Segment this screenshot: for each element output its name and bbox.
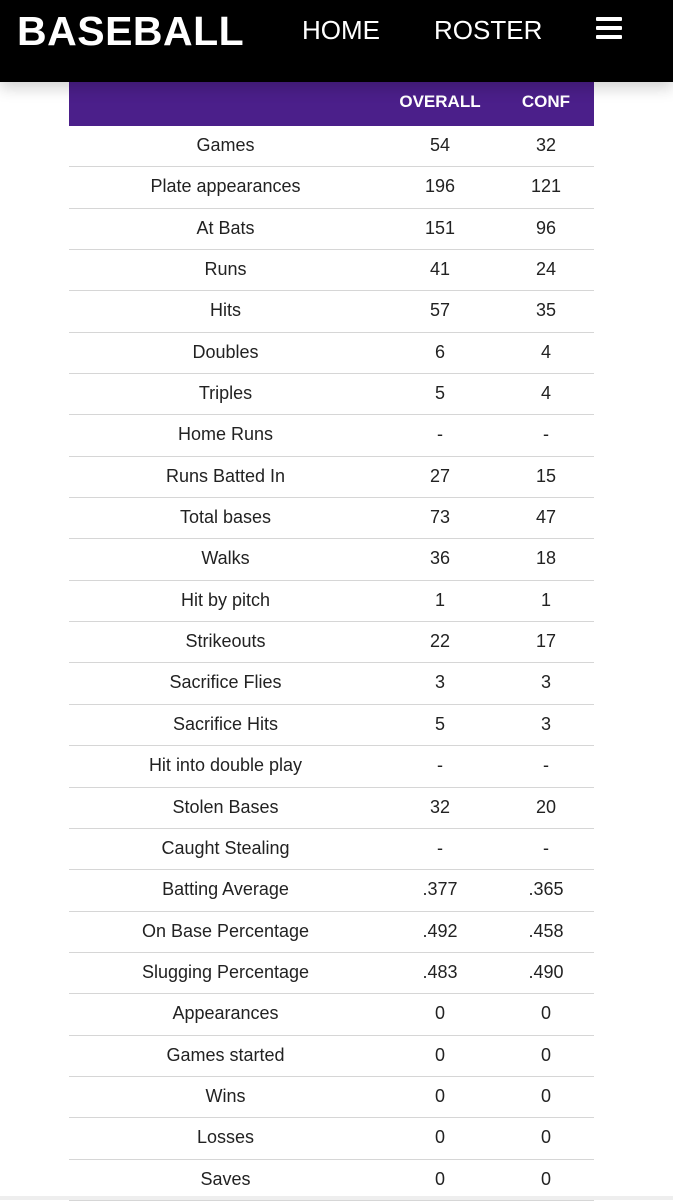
nav-home-link[interactable]: HOME bbox=[302, 15, 380, 45]
stat-overall-value: 41 bbox=[429, 259, 451, 280]
stat-conf-value: 0 bbox=[540, 1003, 551, 1024]
stat-overall-value: - bbox=[437, 755, 443, 776]
stats-table bbox=[69, 82, 594, 1201]
stat-overall-value: 54 bbox=[429, 135, 451, 155]
stat-conf-value: 0 bbox=[540, 1044, 551, 1065]
table-row bbox=[69, 581, 594, 622]
stat-overall-value: 1 bbox=[434, 589, 445, 610]
stat-overall-value: 3 bbox=[434, 672, 445, 693]
stat-conf-value: 3 bbox=[540, 672, 551, 693]
stat-label: Slugging Percentage bbox=[141, 961, 310, 982]
stat-conf-value: 18 bbox=[535, 548, 557, 569]
stat-overall-value: - bbox=[437, 424, 443, 445]
table-row bbox=[69, 209, 594, 250]
stat-conf-value: .365 bbox=[528, 879, 564, 900]
stat-conf-value: .490 bbox=[528, 961, 564, 982]
stat-conf-value: 20 bbox=[535, 796, 557, 817]
stat-label: Runs Batted In bbox=[165, 465, 286, 486]
stat-conf-value: 15 bbox=[535, 465, 557, 486]
stat-label: At Bats bbox=[196, 217, 255, 238]
stat-overall-value: .377 bbox=[422, 879, 458, 900]
menu-bar-line bbox=[596, 35, 622, 39]
stat-overall-value: 0 bbox=[434, 1044, 445, 1065]
stat-overall-value: 5 bbox=[434, 383, 445, 404]
site-brand[interactable]: BASEBALL bbox=[17, 8, 245, 54]
stat-overall-value: 151 bbox=[424, 217, 456, 238]
header-overall: OVERALL bbox=[399, 92, 481, 111]
stats-table-body bbox=[69, 126, 594, 1201]
table-row bbox=[69, 1118, 594, 1159]
table-row bbox=[69, 539, 594, 580]
stat-label: Doubles bbox=[192, 341, 259, 362]
stat-conf-value: 4 bbox=[540, 341, 551, 362]
stat-overall-value: 196 bbox=[424, 176, 456, 197]
stat-overall-value: 5 bbox=[434, 713, 445, 734]
stat-overall-value: 0 bbox=[434, 1003, 445, 1024]
stat-overall-value: 27 bbox=[429, 465, 451, 486]
stat-conf-value: 96 bbox=[535, 217, 557, 238]
stat-conf-value: 17 bbox=[535, 631, 557, 652]
table-row bbox=[69, 250, 594, 291]
table-row bbox=[69, 291, 594, 332]
stat-label: Runs bbox=[204, 259, 247, 280]
stat-overall-value: 22 bbox=[429, 631, 451, 652]
stat-conf-value: .458 bbox=[528, 920, 564, 941]
table-row bbox=[69, 912, 594, 953]
stat-conf-value: - bbox=[543, 837, 549, 858]
menu-bar-line bbox=[596, 26, 622, 30]
stat-label: Caught Stealing bbox=[161, 837, 290, 858]
stat-label: Triples bbox=[198, 383, 253, 404]
table-row bbox=[69, 126, 594, 167]
stat-label: Sacrifice Flies bbox=[169, 672, 282, 693]
stat-label: Saves bbox=[200, 1168, 251, 1189]
table-row bbox=[69, 333, 594, 374]
stat-conf-value: 35 bbox=[535, 300, 557, 321]
stat-conf-value: 1 bbox=[540, 589, 551, 610]
stat-overall-value: 0 bbox=[434, 1085, 445, 1106]
table-row bbox=[69, 167, 594, 208]
table-row bbox=[69, 663, 594, 704]
stat-conf-value: 121 bbox=[530, 176, 562, 197]
stat-label: Batting Average bbox=[162, 879, 289, 900]
stat-conf-value: 4 bbox=[540, 383, 551, 404]
top-navigation-bar bbox=[0, 0, 673, 82]
stat-overall-value: 0 bbox=[434, 1127, 445, 1148]
stat-label: Walks bbox=[201, 548, 250, 569]
stat-label: Plate appearances bbox=[150, 176, 301, 197]
stat-overall-value: - bbox=[437, 837, 443, 858]
stat-label: Games started bbox=[166, 1044, 285, 1065]
stat-overall-value: .492 bbox=[422, 920, 458, 941]
stat-conf-value: - bbox=[543, 755, 549, 776]
table-row bbox=[69, 829, 594, 870]
table-row bbox=[69, 953, 594, 994]
table-row bbox=[69, 415, 594, 456]
stat-label: Games bbox=[196, 135, 255, 155]
table-row bbox=[69, 374, 594, 415]
table-row bbox=[69, 1036, 594, 1077]
stat-overall-value: 73 bbox=[429, 507, 451, 528]
table-row bbox=[69, 622, 594, 663]
stat-label: Hit into double play bbox=[148, 755, 303, 776]
stat-label: Sacrifice Hits bbox=[172, 713, 279, 734]
hamburger-menu-icon[interactable] bbox=[596, 17, 622, 39]
table-row bbox=[69, 994, 594, 1035]
stat-conf-value: 0 bbox=[540, 1127, 551, 1148]
stat-label: Wins bbox=[205, 1085, 246, 1106]
table-row bbox=[69, 457, 594, 498]
stat-overall-value: 0 bbox=[434, 1168, 445, 1189]
stat-overall-value: 36 bbox=[429, 548, 451, 569]
stat-label: Appearances bbox=[172, 1003, 279, 1024]
stat-overall-value: 57 bbox=[429, 300, 451, 321]
table-row bbox=[69, 1160, 594, 1201]
stats-table-header bbox=[69, 82, 594, 126]
stat-conf-value: 3 bbox=[540, 713, 551, 734]
header-label-cell bbox=[69, 82, 382, 126]
page-bottom-edge bbox=[0, 1196, 673, 1200]
stat-conf-value: 0 bbox=[540, 1168, 551, 1189]
table-row bbox=[69, 498, 594, 539]
table-row bbox=[69, 788, 594, 829]
stat-overall-value: .483 bbox=[422, 961, 458, 982]
menu-bar-line bbox=[596, 17, 622, 21]
stat-conf-value: 0 bbox=[540, 1085, 551, 1106]
stat-label: Losses bbox=[196, 1127, 255, 1148]
stat-label: Hits bbox=[210, 300, 241, 321]
stat-overall-value: 6 bbox=[434, 341, 445, 362]
stat-label: Stolen Bases bbox=[172, 796, 279, 817]
stat-label: Strikeouts bbox=[185, 631, 266, 652]
stat-conf-value: 24 bbox=[535, 259, 557, 280]
stat-overall-value: 32 bbox=[429, 796, 451, 817]
table-row bbox=[69, 705, 594, 746]
stat-label: Hit by pitch bbox=[180, 589, 271, 610]
stat-label: Home Runs bbox=[177, 424, 274, 445]
stat-label: Total bases bbox=[179, 507, 272, 528]
nav-roster-link[interactable]: ROSTER bbox=[434, 15, 543, 45]
header-conf: CONF bbox=[521, 92, 571, 111]
stat-conf-value: 47 bbox=[535, 507, 557, 528]
stat-conf-value: - bbox=[543, 424, 549, 445]
table-row bbox=[69, 1077, 594, 1118]
table-row bbox=[69, 870, 594, 911]
stat-label: On Base Percentage bbox=[141, 920, 310, 941]
table-row bbox=[69, 746, 594, 787]
stat-conf-value: 32 bbox=[535, 135, 557, 155]
